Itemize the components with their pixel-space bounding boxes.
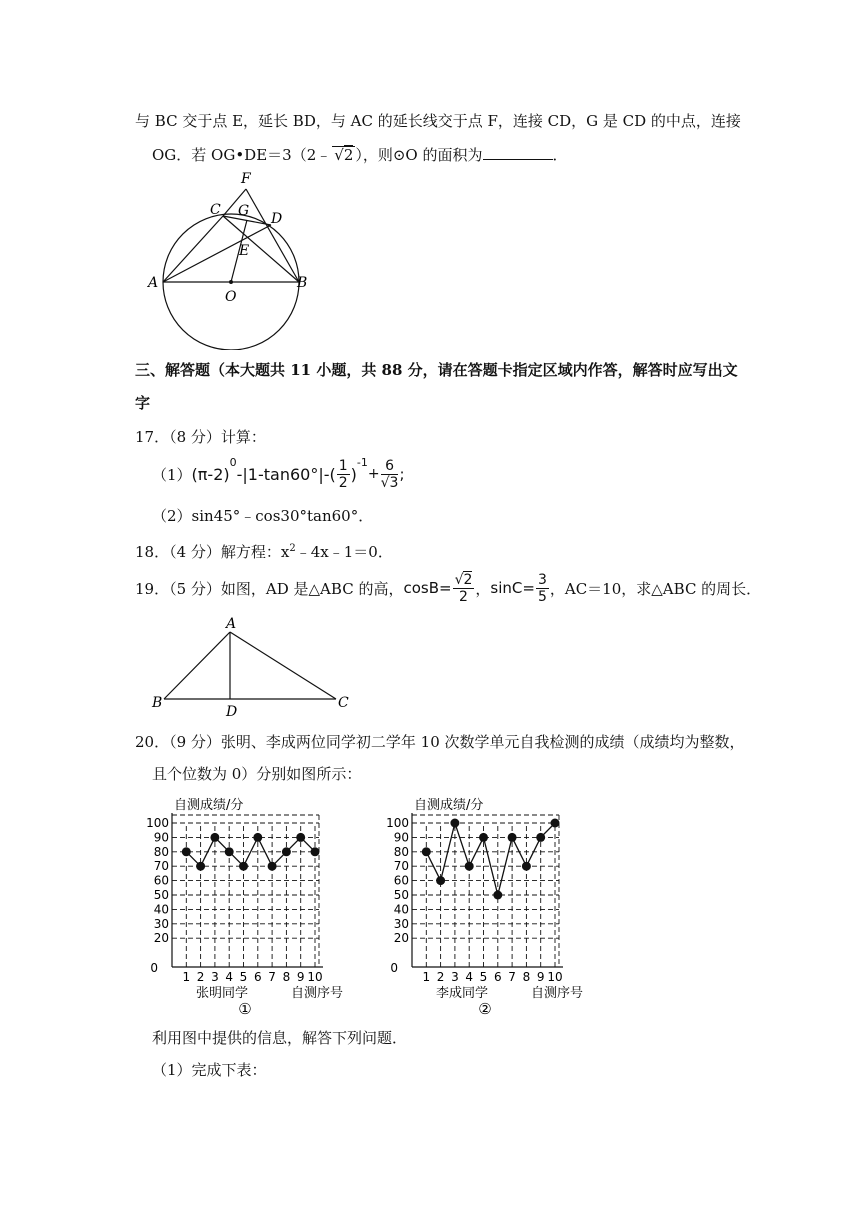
- y-axis-label: 自测成绩/分: [414, 798, 484, 813]
- q17-heading: 17．（8 分）计算：: [135, 428, 266, 446]
- y-tick-label: 40: [153, 902, 169, 917]
- x-axis-label: 自测序号: [290, 986, 344, 1001]
- label-a: A: [226, 616, 237, 632]
- label-f: F: [241, 171, 251, 187]
- section-3-heading: 三、解答题（本大题共 11 小题，共 88 分，请在答题卡指定区域内作答，解答时应写出文: [135, 361, 738, 379]
- y-tick-label: 90: [393, 830, 409, 845]
- q17-part1-c: ): [350, 464, 357, 484]
- y-tick-label: 20: [393, 931, 409, 946]
- label-e: E: [239, 243, 250, 259]
- frac-numerator: 1: [338, 457, 348, 474]
- q20-line2: 且个位数为 0）分别如图所示：: [152, 765, 362, 783]
- y-tick-label: 50: [153, 888, 169, 902]
- q18: [135, 538, 393, 563]
- x-tick-label: 2: [196, 970, 205, 984]
- q17-frac-half: [337, 458, 350, 491]
- answer-blank: [483, 145, 553, 160]
- data-point: [210, 833, 219, 842]
- q17-exp0: 0: [229, 456, 237, 469]
- q19-frac-cos: [453, 572, 475, 605]
- x-tick-label: 7: [508, 970, 516, 984]
- x-tick-label: 3: [451, 970, 459, 984]
- frac-denominator: 2: [459, 588, 468, 605]
- q16-line2: [152, 144, 568, 166]
- series-line: [426, 823, 555, 895]
- data-point: [196, 862, 205, 871]
- x-tick-label: 6: [493, 970, 502, 984]
- x-tick-label: 5: [239, 970, 248, 984]
- y-tick-label: 70: [393, 859, 409, 874]
- x-tick-label: 3: [211, 970, 219, 984]
- label-b: B: [297, 275, 308, 291]
- y-tick-label: 30: [153, 916, 169, 931]
- q18-text-b: ﹣4x﹣1＝0．: [295, 543, 393, 561]
- segment-fb: [246, 189, 299, 282]
- q19-text-b: ，AC＝10，求△ABC 的周长．: [549, 579, 762, 598]
- frac-numerator: 3: [537, 571, 547, 588]
- y-tick-label: 50: [393, 888, 409, 902]
- y-tick-label: 90: [153, 830, 169, 845]
- x-tick-label: 5: [479, 970, 488, 984]
- data-point: [536, 833, 545, 842]
- q17-frac-six: [381, 458, 399, 491]
- q19-text-a: 19．（5 分）如图，AD 是△ABC 的高，: [135, 579, 404, 598]
- label-g: G: [238, 203, 250, 219]
- y-tick-label: 80: [393, 844, 409, 859]
- q19: [135, 566, 761, 610]
- q18-text-a: 18．（4 分）解方程：x: [135, 543, 290, 561]
- y-tick-label: 20: [153, 931, 169, 946]
- frac-numerator: 6: [381, 458, 399, 475]
- data-point: [422, 847, 431, 856]
- circle-geometry-figure: [140, 165, 330, 350]
- chart-caption: 李成同学: [436, 986, 489, 1001]
- label-d: D: [226, 704, 238, 720]
- segment-ac: [230, 632, 336, 699]
- section-3-heading-cont: 字: [135, 394, 151, 412]
- point-o: [229, 280, 233, 284]
- label-b: B: [152, 695, 163, 711]
- y-tick-label: 60: [393, 873, 409, 888]
- q19-sep: ，: [475, 579, 491, 598]
- q20-line1: 20．（9 分）张明、李成两位同学初二学年 10 次数学单元自我检测的成绩（成绩均为整数，: [135, 733, 745, 751]
- frac-denominator: 2: [338, 474, 348, 491]
- data-point: [436, 876, 445, 885]
- x-tick-label: 2: [436, 970, 445, 984]
- segment-ab: [164, 632, 230, 699]
- data-point: [522, 862, 531, 871]
- q16-line1: 与 BC 交于点 E，延长 BD，与 AC 的延长线交于点 F，连接 CD，G 是 CD 的中点，连接: [135, 112, 741, 130]
- data-point: [493, 891, 502, 900]
- label-c: C: [210, 202, 221, 218]
- q17-part1-a: (π-2): [191, 464, 230, 484]
- q17-part1-end: ;: [399, 465, 405, 483]
- label-c: C: [338, 695, 349, 711]
- y-axis-label: 自测成绩/分: [174, 798, 244, 813]
- sqrt-value: 3: [389, 474, 399, 491]
- q16-line2-b: ），则⊙O 的面积为: [355, 146, 483, 164]
- q19-cosb: cosB=: [403, 579, 452, 597]
- triangle-figure: [150, 614, 360, 720]
- segment-cb: [223, 216, 299, 282]
- q17-part1: [152, 456, 405, 492]
- x-tick-label: 10: [547, 970, 563, 984]
- y-tick-label: 30: [393, 916, 409, 931]
- x-tick-label: 4: [465, 970, 474, 984]
- y-tick-label: 40: [393, 902, 409, 917]
- y-tick-label: 70: [153, 859, 169, 874]
- y-tick-label: 100: [146, 816, 169, 830]
- q20-after: 利用图中提供的信息，解答下列问题．: [152, 1029, 408, 1047]
- score-chart-licheng: [380, 790, 610, 1020]
- q19-sinc: sinC=: [490, 579, 535, 597]
- x-tick-label: 1: [182, 970, 191, 984]
- x-tick-label: 7: [268, 970, 276, 984]
- data-point: [239, 862, 248, 871]
- data-point: [296, 833, 305, 842]
- x-tick-label: 4: [225, 970, 234, 984]
- data-point: [465, 862, 474, 871]
- data-point: [225, 847, 234, 856]
- score-chart-zhangming: [140, 790, 370, 1020]
- data-point: [182, 847, 191, 856]
- chart-caption: 张明同学: [196, 986, 249, 1001]
- x-tick-label: 9: [536, 970, 545, 984]
- label-a: A: [148, 275, 159, 291]
- data-point: [268, 862, 277, 871]
- frac-numerator: √2: [454, 571, 473, 588]
- origin-label: 0: [390, 961, 398, 975]
- q17-plus: +: [367, 466, 380, 482]
- q17-part1-b: -|1-tan60°|-(: [236, 464, 336, 484]
- y-tick-label: 100: [386, 816, 409, 830]
- x-tick-label: 8: [522, 970, 531, 984]
- label-d: D: [271, 211, 283, 227]
- x-tick-label: 8: [282, 970, 291, 984]
- data-point: [450, 819, 459, 828]
- origin-label: 0: [150, 961, 158, 975]
- x-tick-label: 6: [253, 970, 262, 984]
- q16-line2-end: ．: [552, 146, 568, 164]
- chart-number: ①: [238, 1000, 252, 1018]
- frac-denominator: √3: [380, 474, 399, 491]
- x-tick-label: 10: [307, 970, 323, 984]
- y-tick-label: 80: [153, 844, 169, 859]
- q16-sqrt: √2: [334, 146, 354, 164]
- data-point: [551, 819, 560, 828]
- q19-frac-sin: [536, 572, 549, 605]
- sqrt-value: 2: [463, 571, 473, 588]
- chart-number: ②: [478, 1000, 492, 1018]
- q17-exp1: -1: [356, 456, 368, 469]
- y-tick-label: 60: [153, 873, 169, 888]
- data-point: [253, 833, 262, 842]
- data-point: [508, 833, 517, 842]
- label-o: O: [225, 289, 237, 305]
- q16-line2-a: OG．若 OG•DE＝3（2﹣: [152, 146, 332, 164]
- data-point: [311, 847, 320, 856]
- x-tick-label: 9: [296, 970, 305, 984]
- data-point: [479, 833, 488, 842]
- q20-sub1: （1）完成下表：: [152, 1061, 267, 1079]
- q16-sqrt-value: 2: [343, 146, 354, 164]
- x-tick-label: 1: [422, 970, 431, 984]
- q17-part1-label: （1）: [152, 465, 192, 484]
- frac-denominator: 5: [537, 588, 547, 605]
- data-point: [282, 847, 291, 856]
- segment-ad: [163, 225, 271, 282]
- q17-part2: （2）sin45°﹣cos30°tan60°．: [152, 507, 374, 525]
- q18-sup: 2: [289, 543, 296, 554]
- x-axis-label: 自测序号: [530, 986, 584, 1001]
